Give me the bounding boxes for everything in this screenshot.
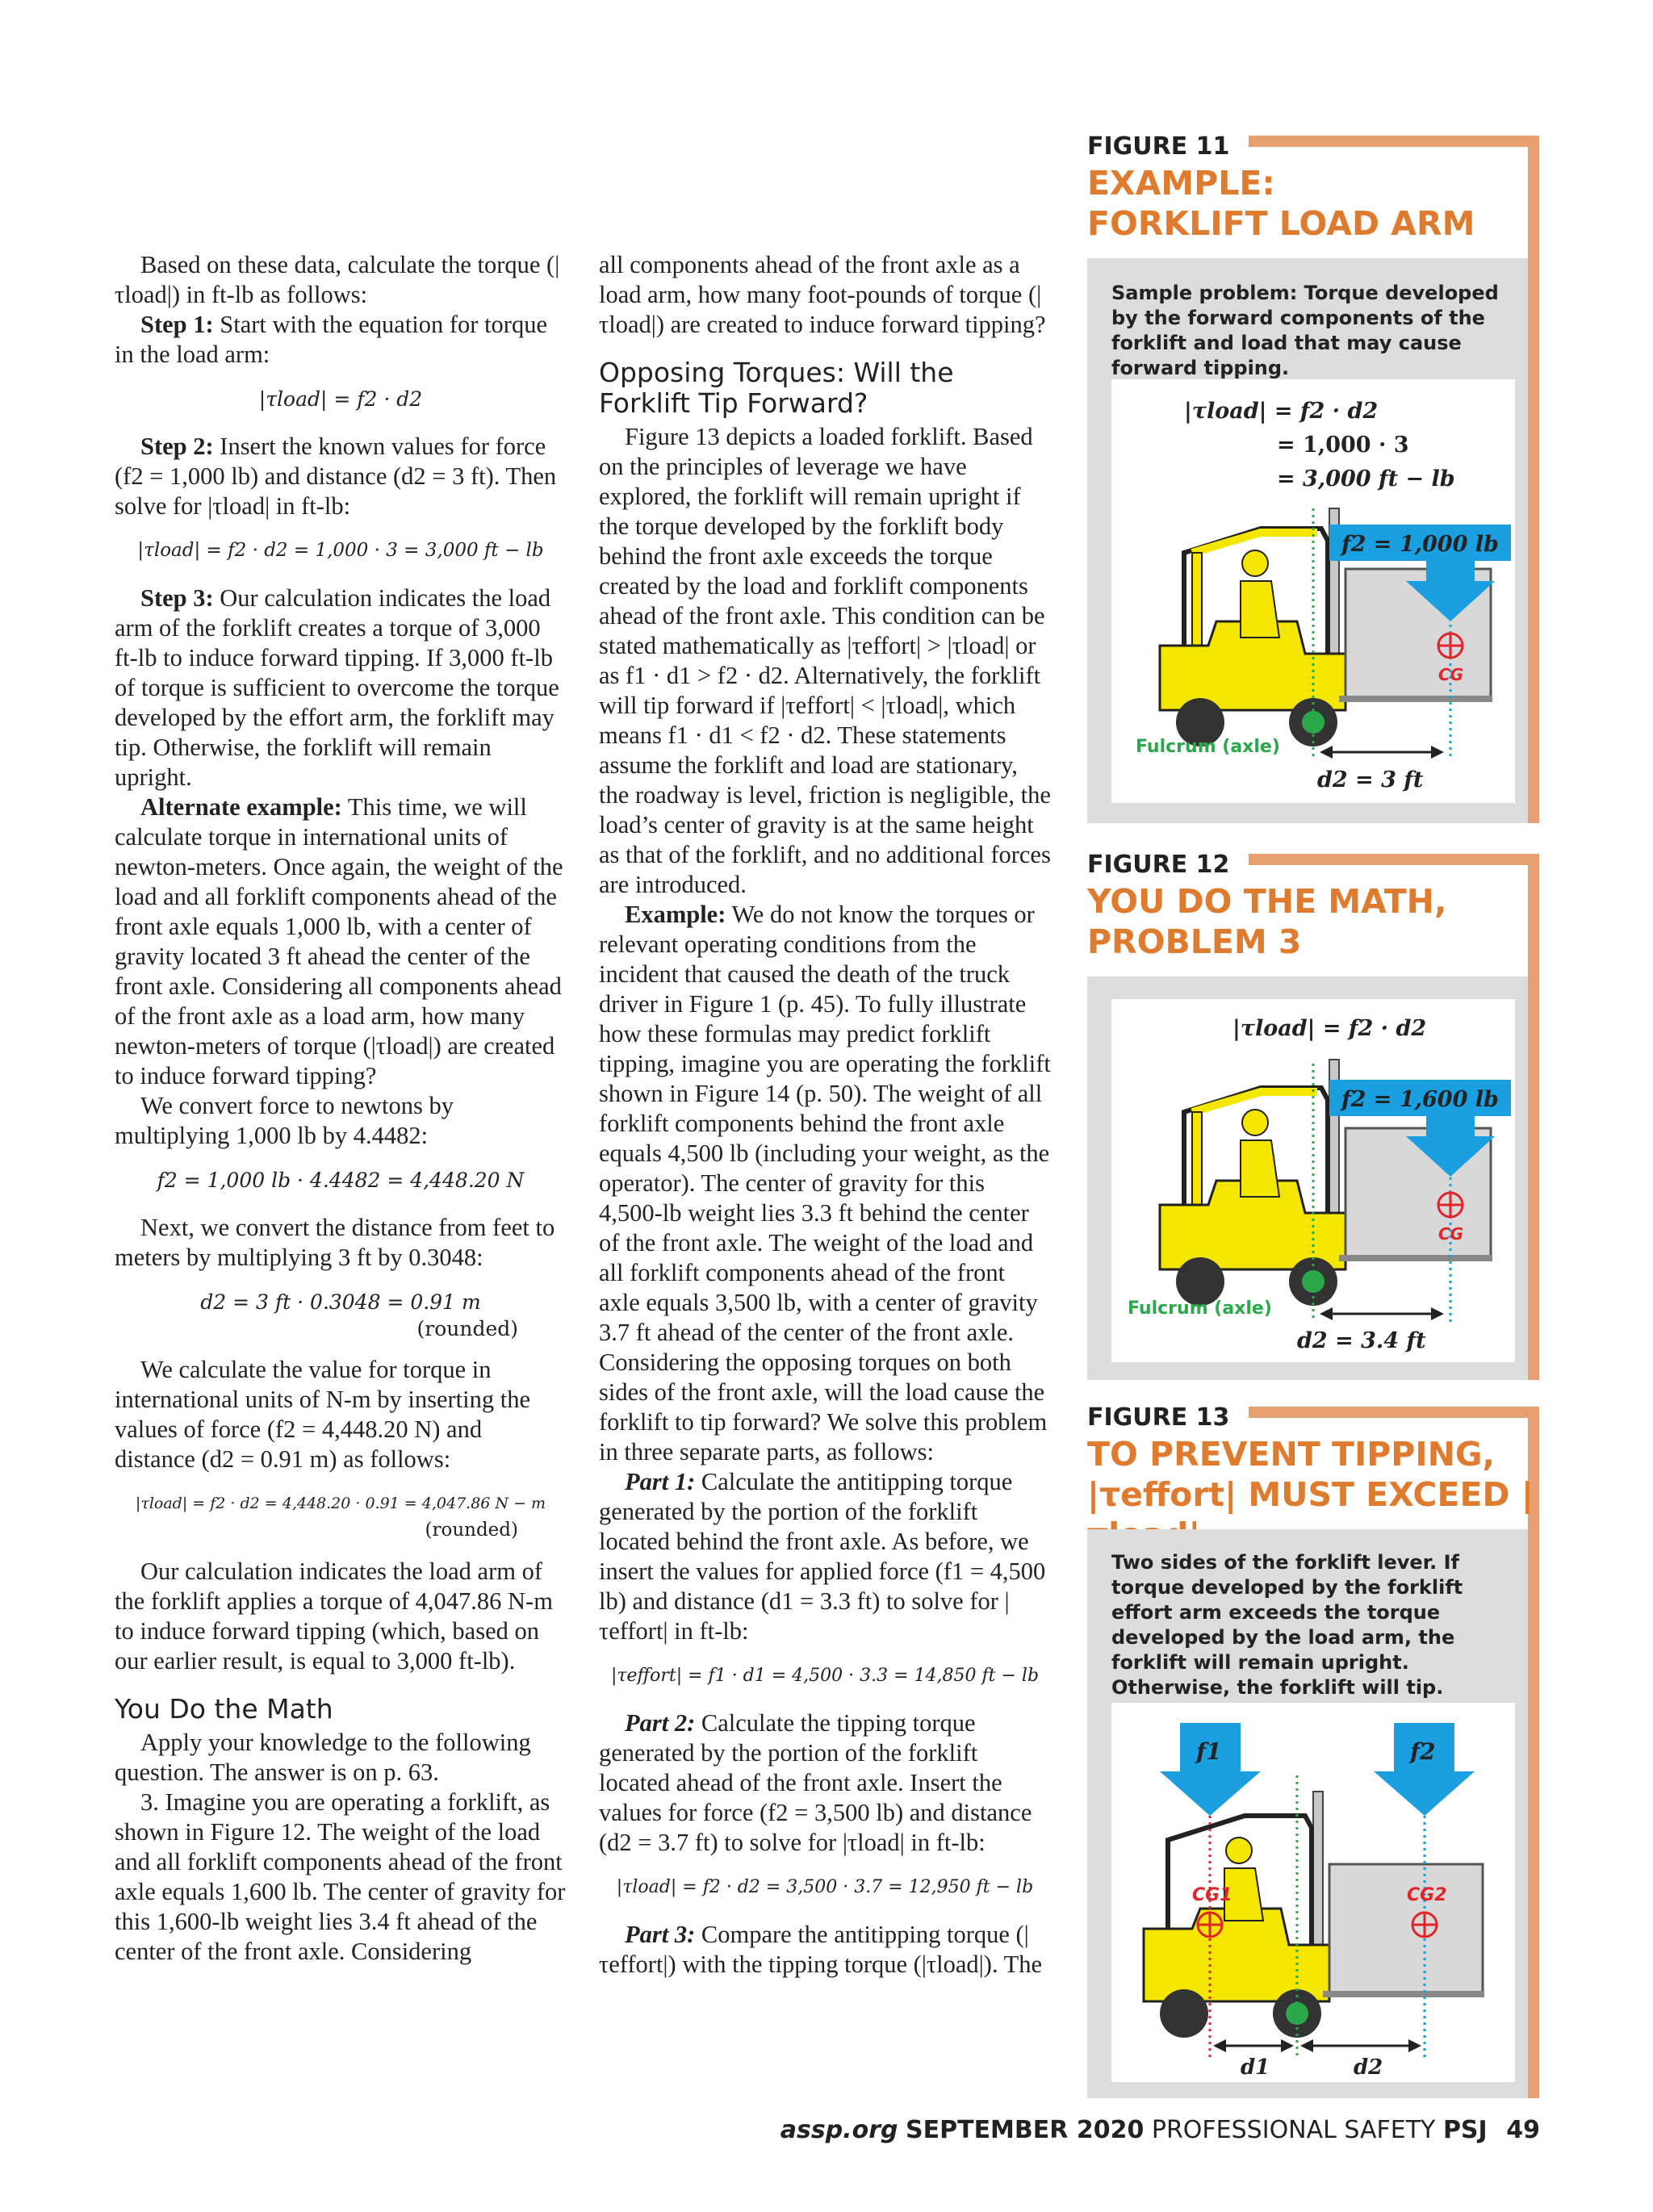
paragraph: all components ahead of the front axle as a load arm, how many foot-pounds of torque (|τload|) are created to induce forward tipping? bbox=[599, 251, 1046, 338]
page-number: 49 bbox=[1506, 2116, 1540, 2144]
equation: |τload| = f2 · d2 = 4,448.20 · 0.91 = 4,047.86 N − m (rounded) bbox=[135, 1495, 546, 1541]
eq-line-2: = 1,000 · 3 bbox=[1277, 433, 1409, 458]
figure-label: FIGURE 13 bbox=[1087, 1403, 1230, 1432]
forklift-problem-3-illustration bbox=[1111, 999, 1515, 1362]
figure-label: FIGURE 12 bbox=[1087, 851, 1230, 879]
paragraph-alternate: Alternate example: This time, we will calculate torque in international units of newton-meters. Once again, the weight of the load and all forklift components ahead of the front axle equals 1,000 lb, with a center of gravity located 3 ft ahead the center of the front axle. Considering all components ahead of the front axle as a load arm, how many newton-meters of torque (|τload|) are created to induce forward tipping? bbox=[115, 793, 563, 1089]
paragraph-part-2: Part 2: Calculate the tipping torque generated by the portion of the forklift located ahead of the front axle. Insert the values for force (f2 = 3,500 lb) and distance (d2 = 3.7 ft) to solve for |τload| in ft-lb: bbox=[599, 1709, 1032, 1856]
force-label: f2 = 1,600 lb bbox=[1341, 1087, 1499, 1112]
figure-caption: Sample problem: Torque developed by the forward components of the forklift and load that may cause forward tipping. bbox=[1111, 282, 1499, 379]
driver-body bbox=[1241, 581, 1279, 638]
section-heading: Opposing Torques: Will the Forklift Tip Forward? bbox=[599, 357, 954, 419]
figure-panel bbox=[1087, 1529, 1528, 2098]
figure-11 bbox=[1087, 129, 1539, 823]
footer-psj: PSJ bbox=[1442, 2116, 1488, 2144]
paragraph-question-3: 3. Imagine you are operating a forklift, as shown in Figure 12. The weight of the load and all forklift components ahead of the front axle equals 1,600 lb. The center of gravity for this 1,600-lb weight lies 3.4 ft ahead of the center of the front axle. Considering bbox=[115, 1788, 566, 1965]
forklift-body bbox=[1144, 1909, 1329, 2001]
f2-label: f2 bbox=[1410, 1738, 1436, 1765]
driver-head bbox=[1242, 1110, 1268, 1135]
figure-title: PROBLEM 3 bbox=[1087, 922, 1302, 961]
cg-label: CG bbox=[1438, 1224, 1464, 1244]
figure-caption: Two sides of the forklift lever. If torque developed by the forklift effort arm exceeds the torque developed by the load arm, the forklift will remain upright. Otherwise, the forklift will tip. bbox=[1111, 1551, 1463, 1699]
forklift-diagram bbox=[1111, 1703, 1515, 2082]
distance-label: d2 = 3.4 ft bbox=[1297, 1328, 1426, 1353]
figure-panel bbox=[1087, 976, 1528, 1380]
forks bbox=[1323, 1991, 1484, 1997]
equation: f2 = 1,000 lb · 4.4482 = 4,448.20 N bbox=[157, 1169, 525, 1192]
footer-publication: PROFESSIONAL SAFETY bbox=[1151, 2116, 1436, 2144]
forklift-diagram bbox=[1111, 999, 1515, 1362]
figure-bar-side bbox=[1528, 136, 1539, 823]
figure-title: |τeffort| MUST EXCEED | bbox=[1087, 1475, 1534, 1514]
equation: |τeffort| = f1 · d1 = 4,500 · 3.3 = 14,850 ft − lb bbox=[610, 1666, 1040, 1686]
driver-head bbox=[1242, 550, 1268, 576]
figure-13 bbox=[1087, 1400, 1539, 2098]
paragraph-step-2: Step 2: Insert the known values for force (f2 = 1,000 lb) and distance (d2 = 3 ft). Then solve for |τload| in ft-lb: bbox=[115, 433, 557, 520]
figure-bar-top bbox=[1249, 1407, 1539, 1418]
driver-head bbox=[1226, 1838, 1252, 1863]
paragraph: Apply your knowledge to the following question. The answer is on p. 63. bbox=[115, 1729, 531, 1786]
figure-bar-side bbox=[1528, 854, 1539, 1380]
cg2-label: CG2 bbox=[1407, 1885, 1447, 1905]
paragraph: We calculate the value for torque in international units of N-m by inserting the values of force (f2 = 4,448.20 N) and distance (d2 = 0.91 m) as follows: bbox=[115, 1356, 531, 1473]
cg-label: CG bbox=[1438, 665, 1464, 684]
figure-panel bbox=[1087, 258, 1528, 823]
figure-title: EXAMPLE: bbox=[1087, 164, 1275, 203]
paragraph-part-3: Part 3: Compare the antitipping torque (|τeffort|) with the tipping torque (|τload|). The bbox=[599, 1921, 1043, 1978]
section-heading: You Do the Math bbox=[115, 1693, 333, 1725]
d2-label: d2 bbox=[1354, 2055, 1383, 2080]
f1-label: f1 bbox=[1196, 1738, 1222, 1765]
fulcrum-label: Fulcrum (axle) bbox=[1128, 1298, 1272, 1319]
forklift-diagram bbox=[1111, 379, 1515, 803]
force-label: f2 = 1,000 lb bbox=[1341, 532, 1499, 557]
rear-wheel bbox=[1160, 1989, 1208, 2038]
paragraph-example: Example: We do not know the torques or relevant operating conditions from the incident that caused the death of the truck driver in Figure 1 (p. 45). To fully illustrate how these formulas may predict forklift tipping, imagine you are operating the forklift shown in Figure 14 (p. 50). The weight of all forklift components behind the front axle equals 4,500 lb (including your weight, as the operator). The center of gravity for this 4,500-lb weight lies 3.3 ft behind the center of the front axle. The weight of the load and all forklift components ahead of the front axle equals 3,500 lb, with a center of gravity 3.7 ft ahead of the center of the front axle. Considering the opposing torques on both sides of the front axle, will the load cause the forklift to tip forward? We solve this problem in three separate parts, as follows: bbox=[599, 901, 1051, 1466]
paragraph-step-1: Step 1: Start with the equation for torque in the load arm: bbox=[115, 311, 547, 368]
d1-label: d1 bbox=[1241, 2055, 1270, 2080]
paragraph: We convert force to newtons by multiplying 1,000 lb by 4.4482: bbox=[115, 1092, 454, 1149]
figure-title: TO PREVENT TIPPING, bbox=[1087, 1435, 1496, 1474]
fulcrum-label: Fulcrum (axle) bbox=[1136, 737, 1280, 757]
paragraph: Based on these data, calculate the torque (|τload|) in ft-lb as follows: bbox=[115, 251, 560, 308]
equation: |τload| = f2 · d2 = 3,500 · 3.7 = 12,950 ft − lb bbox=[616, 1877, 1034, 1897]
eq-line-1: |τload| = f2 · d2 bbox=[1232, 1016, 1427, 1041]
eq-line-3: = 3,000 ft − lb bbox=[1277, 466, 1455, 491]
figure-title: YOU DO THE MATH, bbox=[1087, 882, 1447, 921]
page-footer bbox=[780, 2116, 1540, 2144]
figure-label: FIGURE 11 bbox=[1087, 132, 1230, 161]
footer-issue: SEPTEMBER 2020 bbox=[906, 2116, 1145, 2144]
paragraph-part-1: Part 1: Calculate the antitipping torque generated by the portion of the forklift located behind the front axle. As before, we insert the values for applied force (f1 = 4,500 lb) and distance (d1 = 3.3 ft) to solve for |τeffort| in ft-lb: bbox=[599, 1468, 1046, 1645]
forks bbox=[1339, 696, 1492, 702]
cg1-label: CG1 bbox=[1192, 1885, 1232, 1905]
paragraph: Our calculation indicates the load arm of the forklift applies a torque of 4,047.86 N-m to induce forward tipping (which, based on our earlier result, is equal to 3,000 ft-lb). bbox=[115, 1558, 553, 1675]
driver-body bbox=[1241, 1140, 1279, 1197]
paragraph: Next, we convert the distance from feet to meters by multiplying 3 ft by 0.3048: bbox=[115, 1214, 555, 1271]
equation: d2 = 3 ft · 0.3048 = 0.91 m (rounded) bbox=[200, 1290, 518, 1340]
paragraph: Figure 13 depicts a loaded forklift. Based on the principles of leverage we have explored, the forklift will remain upright if the torque developed by the forklift body behind the front axle exceeds the torque created by the load and forklift components ahead of the front axle. This condition can be stated mathematically as |τeffort| > |τload| or as f1 · d1 > f2 · d2. Alternatively, the forklift will tip forward if |τeffort| < |τload|, which means f1 · d1 < f2 · d2. These statements assume the forklift and load are stationary, the roadway is level, friction is negligible, the load’s center of gravity is at the same height as that of the forklift, and no additional forces are introduced. bbox=[599, 423, 1051, 898]
equation: |τload| = f2 · d2 = 1,000 · 3 = 3,000 ft − lb bbox=[137, 540, 544, 561]
figure-title: FORKLIFT LOAD ARM bbox=[1087, 204, 1475, 243]
f2-arrow-head bbox=[1374, 1771, 1475, 1816]
eq-line-1: |τload| = f2 · d2 bbox=[1184, 399, 1379, 424]
distance-label: d2 = 3 ft bbox=[1317, 767, 1424, 792]
forks bbox=[1339, 1255, 1492, 1261]
forklift-lever-illustration bbox=[1111, 1703, 1515, 2082]
f1-arrow-head bbox=[1160, 1771, 1261, 1816]
column-2 bbox=[599, 250, 1051, 1980]
figure-bar-top bbox=[1249, 136, 1539, 147]
footer-url[interactable]: assp.org bbox=[780, 2116, 898, 2144]
figure-bar-top bbox=[1249, 854, 1539, 865]
load-box bbox=[1329, 1864, 1483, 1993]
forklift-load-arm-illustration bbox=[1111, 379, 1515, 803]
paragraph-step-3: Step 3: Our calculation indicates the load arm of the forklift creates a torque of 3,000 ft-lb to induce forward tipping. If 3,000 ft-lb of torque is sufficient to overcome the torque developed by the effort arm, the forklift may tip. Otherwise, the forklift will remain upright. bbox=[115, 584, 559, 791]
equation: |τload| = f2 · d2 bbox=[258, 387, 423, 411]
fulcrum-dot bbox=[1302, 1270, 1324, 1293]
column-1 bbox=[115, 250, 567, 1967]
figure-12 bbox=[1087, 847, 1539, 1380]
